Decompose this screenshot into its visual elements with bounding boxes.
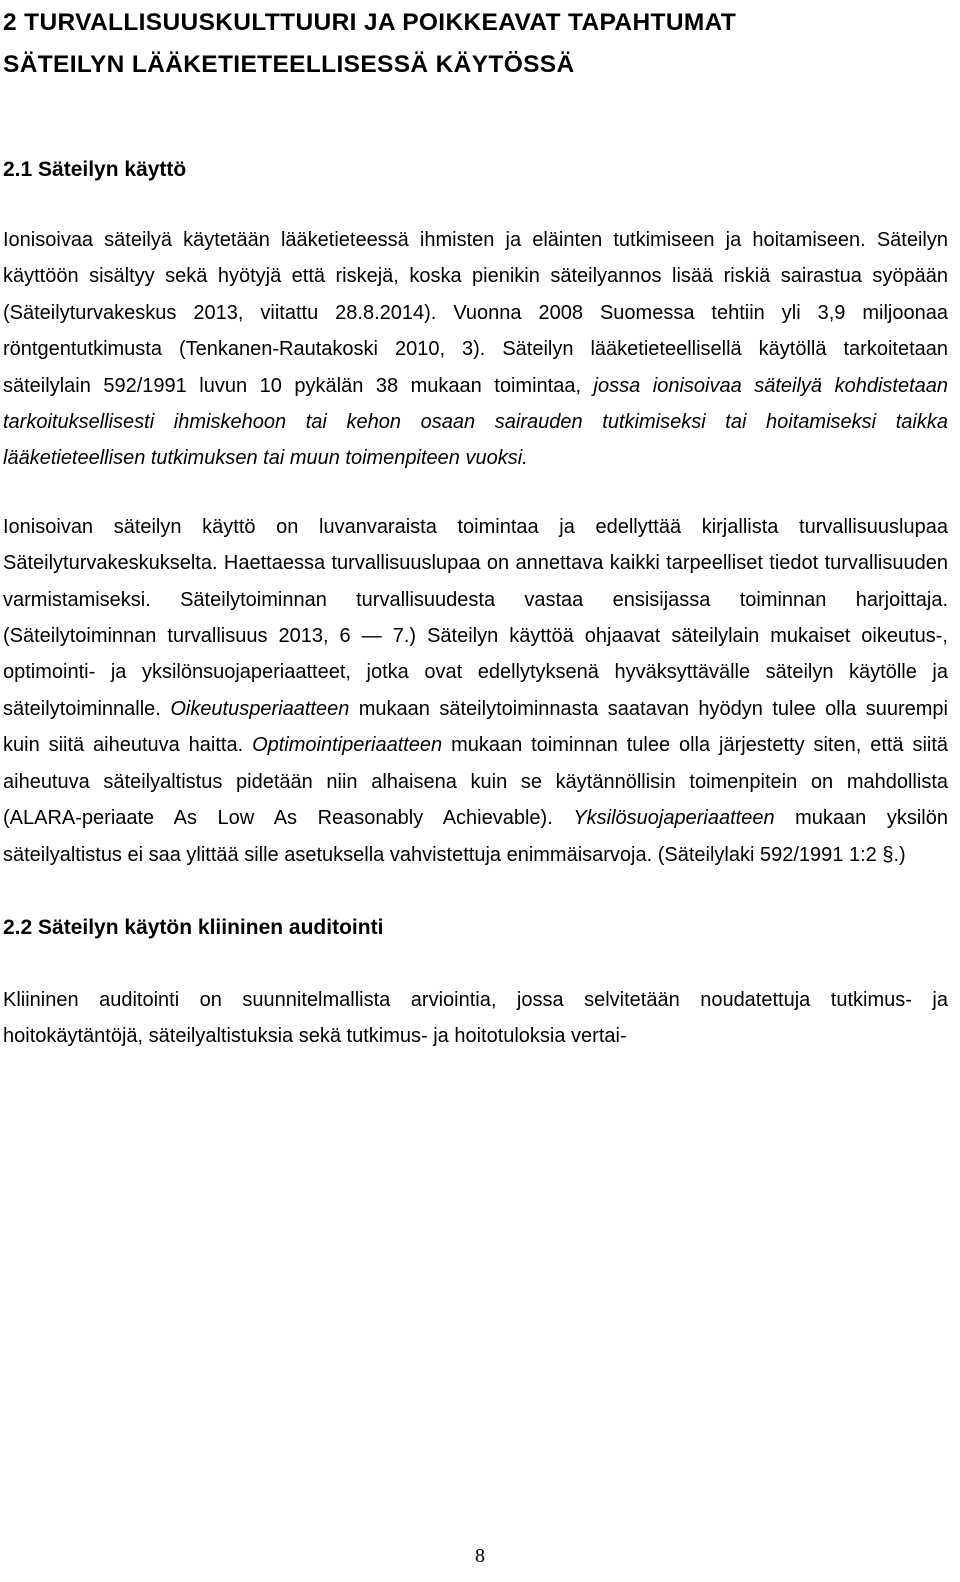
- legal-definition-quote: jossa ionisoivaa säteilyä kohdistetaan tarkoituksellisesti ihmiskehoon tai kehon osaan sairauden tutkimiseksi tai hoitamiseksi taikka lääketieteellisen tutkimuksen tai muun toimenpiteen vuoksi.: [3, 374, 948, 470]
- section-heading-2-1: 2.1 Säteilyn käyttö: [3, 158, 187, 181]
- chapter-title: [3, 0, 948, 86]
- term-justification-principle: Oikeutusperiaatteen: [170, 697, 350, 720]
- paragraph-text: Ionisoivan säteilyn käyttö on luvanvaraista toimintaa ja edellyttää kirjallista turvallisuuslupaa Säteilyturvakeskukselta. Haettaessa turvallisuuslupaa on annettava kaikki tarpeelliset tiedot turvallisuuden varmistamiseksi. Säteilytoiminnan turvallisuudesta vastaa ensisijassa toiminnan harjoittaja. (Säteilytoiminnan turvallisuus 2013, 6 — 7.) Säteilyn käyttöä ohjaavat säteilylain mukaiset oikeutus-, optimointi- ja yksilönsuojaperiaatteet, jotka ovat edellytyksenä hyväksyttävälle säteilyn käytölle ja säteilytoiminnalle.: [3, 515, 948, 720]
- page-number: 8: [475, 1545, 485, 1567]
- paragraph-clinical-audit: [3, 982, 948, 1055]
- paragraph-safety-licence: [3, 509, 948, 873]
- term-individual-protection-principle: Yksilösuojaperiaatteen: [573, 807, 775, 830]
- chapter-title-line-2: SÄTEILYN LÄÄKETIETEELLISESSÄ KÄYTÖSSÄ: [3, 51, 575, 78]
- paragraph-text: Ionisoivaa säteilyä käytetään lääketieteessä ihmisten ja eläinten tutkimiseen ja hoitamiseen. Säteilyn käyttöön sisältyy sekä hyötyjä että riskejä, koska pienikin säteilyannos lisää riskiä sairastua syöpään (Säteilyturvakeskus 2013, viitattu 28.8.2014). Vuonna 2008 Suomessa tehtiin yli 3,9 miljoonaa röntgentutkimusta (Tenkanen-Rautakoski 2010, 3). Säteilyn lääketieteellisellä käytöllä tarkoitetaan säteilylain 592/1991 luvun 10 pykälän 38 mukaan toimintaa,: [3, 229, 948, 397]
- section-heading-2-2: 2.2 Säteilyn käytön kliininen auditointi: [3, 915, 384, 939]
- paragraph-text: Kliininen auditointi on suunnitelmallista arviointia, jossa selvitetään noudatettuja tutkimus- ja hoitokäytäntöjä, säteilyaltistuksia sekä tutkimus- ja hoitotuloksia vertai-: [3, 988, 948, 1048]
- term-optimisation-principle: Optimointiperiaatteen: [252, 734, 443, 757]
- paragraph-text: mukaan säteilytoiminnasta saatavan hyödyn tulee olla suurempi kuin siitä aiheutuva haitta.: [3, 697, 948, 757]
- paragraph-radiation-use: [3, 222, 948, 477]
- paragraph-text: mukaan yksilön säteilyaltistus ei saa ylittää sille asetuksella vahvistettuja enimmäisarvoja. (Säteilylaki 592/1991 1:2 §.): [3, 807, 948, 866]
- chapter-title-line-1: 2 TURVALLISUUSKULTTUURI JA POIKKEAVAT TAPAHTUMAT: [3, 9, 737, 36]
- document-page: [3, 0, 948, 1055]
- paragraph-text: mukaan toiminnan tulee olla järjestetty siten, että siitä aiheutuva säteilyaltistus pidetään niin alhaisena kuin se käytännöllisin toimenpitein on mahdollista (ALARA-periaate As Low As Reasonably Achievable).: [3, 734, 949, 830]
